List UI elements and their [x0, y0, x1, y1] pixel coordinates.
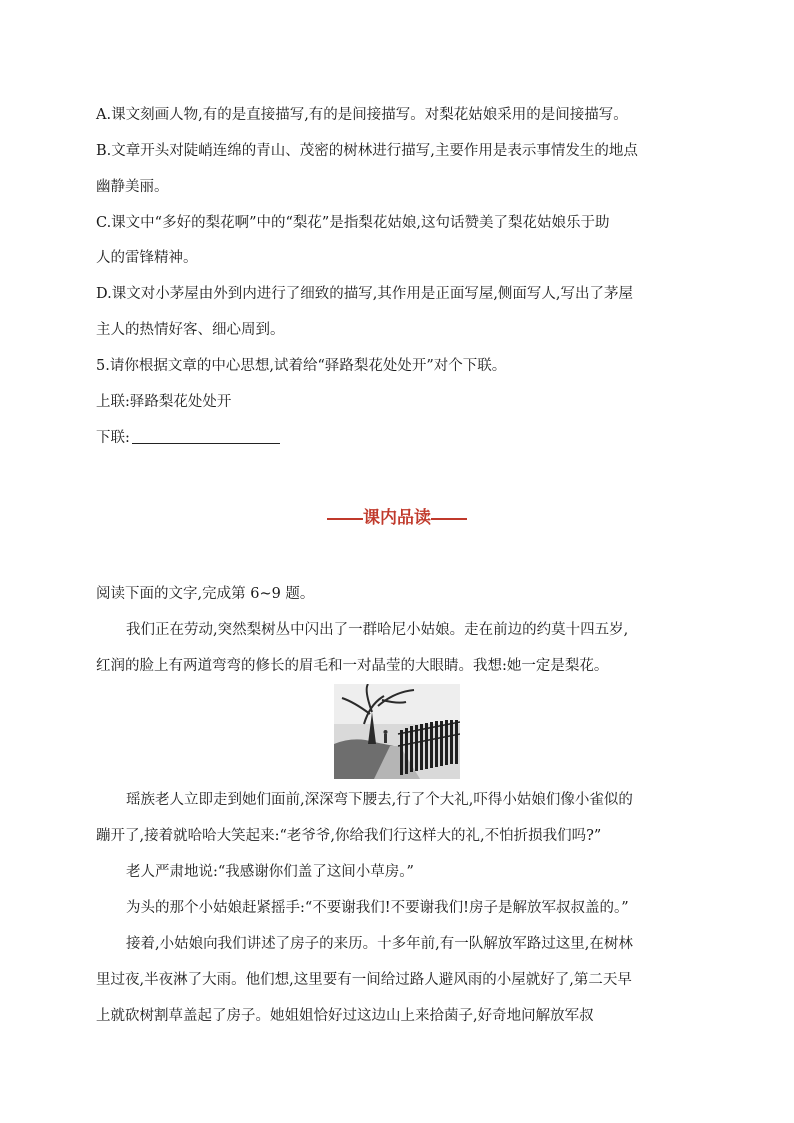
answer-blank[interactable]	[132, 429, 280, 444]
option-a: A.课文刻画人物,有的是直接描写,有的是间接描写。对梨花姑娘采用的是间接描写。	[96, 107, 628, 123]
para2-line2: 蹦开了,接着就哈哈大笑起来:“老爷爷,你给我们行这样大的礼,不怕折损我们吗?”	[96, 828, 602, 844]
para4: 为头的那个小姑娘赶紧摇手:“不要谢我们!不要谢我们!房子是解放军叔叔盖的。”	[126, 900, 629, 916]
option-c-line1: C.课文中“多好的梨花啊”中的“梨花”是指梨花姑娘,这句话赞美了梨花姑娘乐于助	[96, 215, 610, 231]
section-title: 课内品读	[363, 508, 431, 528]
section-heading	[0, 506, 794, 530]
option-b-line1: B.文章开头对陡峭连绵的青山、茂密的树林进行描写,主要作用是表示事情发生的地点	[96, 143, 638, 159]
para5-line1: 接着,小姑娘向我们讲述了房子的来历。十多年前,有一队解放军路过这里,在树林	[126, 936, 633, 952]
para3: 老人严肃地说:“我感谢你们盖了这间小草房。”	[126, 864, 414, 880]
option-d-line1: D.课文对小茅屋由外到内进行了细致的描写,其作用是正面写屋,侧面写人,写出了茅屋	[96, 286, 634, 302]
option-b-line2: 幽静美丽。	[96, 179, 169, 195]
couplet-lower-label: 下联:	[96, 430, 130, 446]
para1-line1: 我们正在劳动,突然梨树丛中闪出了一群哈尼小姑娘。走在前边的约莫十四五岁,	[126, 622, 629, 638]
option-c-line2: 人的雷锋精神。	[96, 250, 198, 266]
couplet-lower	[96, 428, 280, 448]
couplet-upper: 上联:驿路梨花处处开	[96, 394, 232, 410]
reading-intro: 阅读下面的文字,完成第 6~9 题。	[96, 586, 315, 602]
para5-line3: 上就砍树割草盖起了房子。她姐姐恰好过这边山上来拾菌子,好奇地问解放军叔	[96, 1008, 594, 1024]
left-rule	[327, 518, 363, 520]
para1-line2: 红润的脸上有两道弯弯的修长的眉毛和一对晶莹的大眼睛。我想:她一定是梨花。	[96, 658, 609, 674]
illustration-photo	[334, 684, 460, 779]
para2-line1: 瑶族老人立即走到她们面前,深深弯下腰去,行了个大礼,吓得小姑娘们像小雀似的	[126, 792, 633, 808]
option-d-line2: 主人的热情好客、细心周到。	[96, 322, 285, 338]
para5-line2: 里过夜,半夜淋了大雨。他们想,这里要有一间给过路人避风雨的小屋就好了,第二天早	[96, 972, 632, 988]
right-rule	[431, 518, 467, 520]
question-5-prompt: 5.请你根据文章的中心思想,试着给“驿路梨花处处开”对个下联。	[96, 358, 507, 374]
